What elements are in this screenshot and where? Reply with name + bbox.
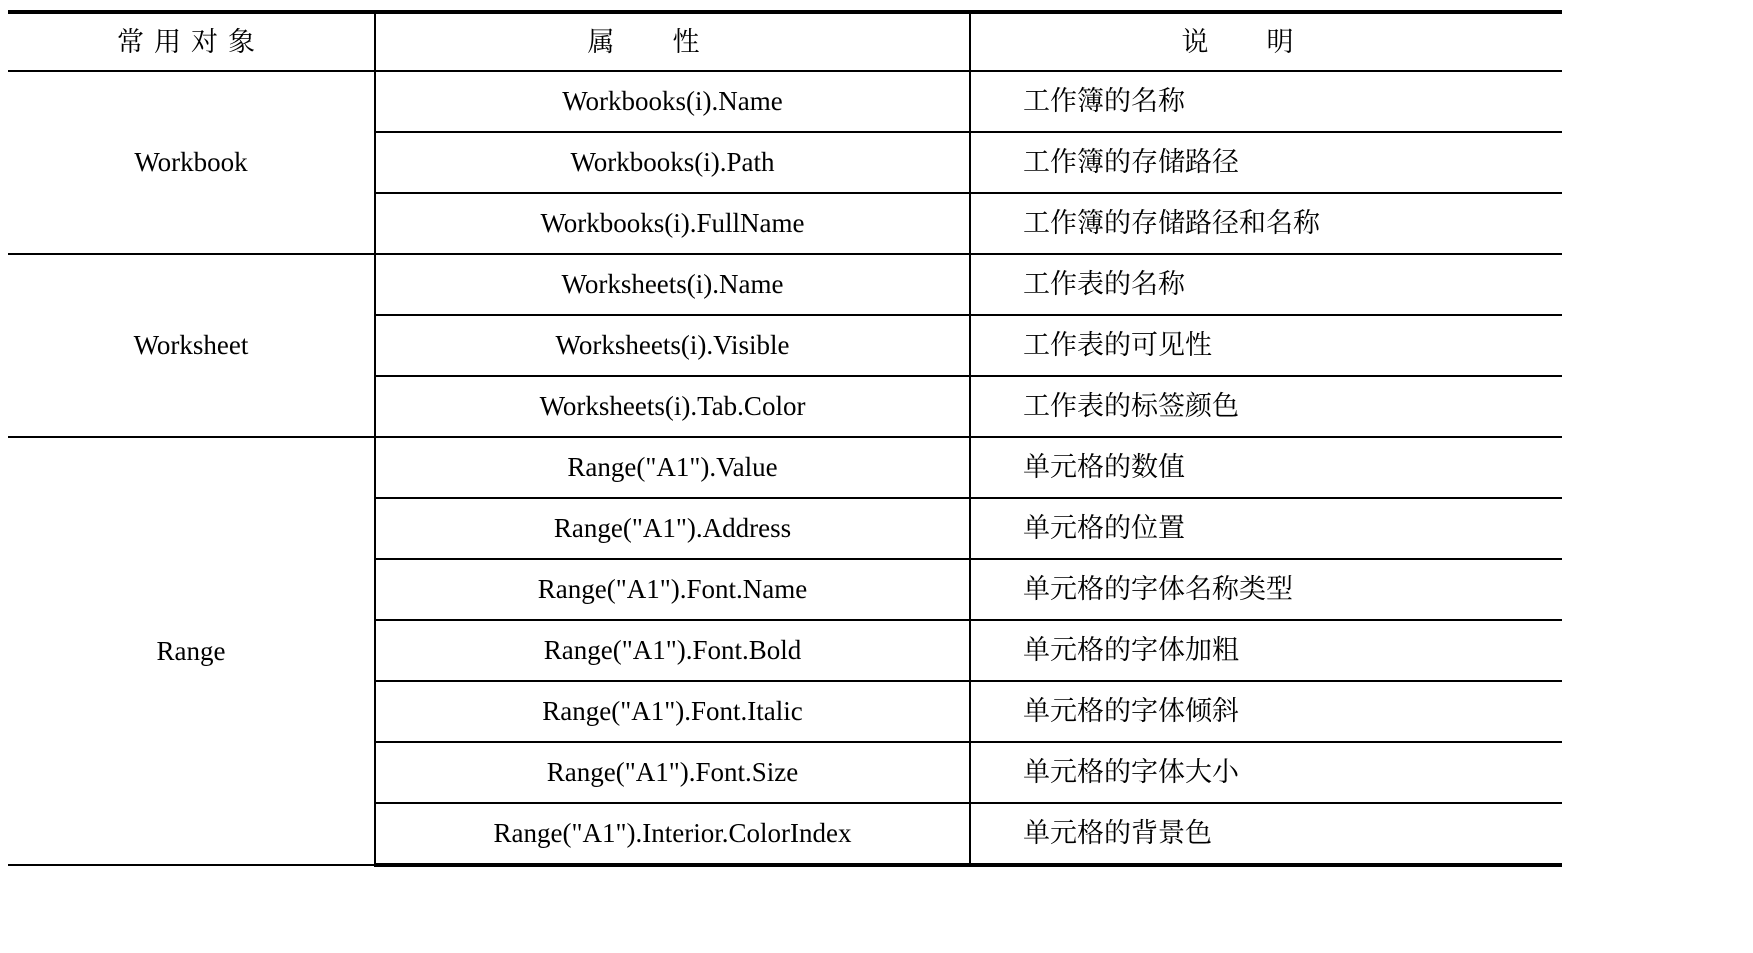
description-cell: 单元格的字体加粗: [970, 620, 1562, 681]
description-cell: 工作簿的存储路径和名称: [970, 193, 1562, 254]
property-cell: Range("A1").Font.Name: [375, 559, 970, 620]
table-row: [8, 254, 1562, 315]
header-property: 属性: [375, 12, 970, 71]
property-cell: Range("A1").Address: [375, 498, 970, 559]
property-cell: Workbooks(i).Name: [375, 71, 970, 132]
description-cell: 单元格的字体名称类型: [970, 559, 1562, 620]
description-cell: 工作簿的存储路径: [970, 132, 1562, 193]
table-row: [8, 71, 1562, 132]
description-cell: 单元格的数值: [970, 437, 1562, 498]
property-cell: Worksheets(i).Name: [375, 254, 970, 315]
property-table-container: [8, 10, 1562, 867]
property-cell: Workbooks(i).FullName: [375, 193, 970, 254]
object-property-table: [8, 10, 1562, 867]
property-cell: Range("A1").Font.Bold: [375, 620, 970, 681]
object-cell-workbook: Workbook: [8, 71, 375, 254]
property-cell: Worksheets(i).Visible: [375, 315, 970, 376]
object-cell-range: Range: [8, 437, 375, 865]
property-cell: Range("A1").Interior.ColorIndex: [375, 803, 970, 865]
header-description: 说明: [970, 12, 1562, 71]
table-row: [8, 437, 1562, 498]
property-cell: Range("A1").Font.Size: [375, 742, 970, 803]
property-cell: Range("A1").Font.Italic: [375, 681, 970, 742]
table-header-row: [8, 12, 1562, 71]
property-cell: Range("A1").Value: [375, 437, 970, 498]
header-object: 常用对象: [8, 12, 375, 71]
description-cell: 单元格的字体倾斜: [970, 681, 1562, 742]
description-cell: 工作簿的名称: [970, 71, 1562, 132]
description-cell: 单元格的字体大小: [970, 742, 1562, 803]
property-cell: Worksheets(i).Tab.Color: [375, 376, 970, 437]
description-cell: 工作表的标签颜色: [970, 376, 1562, 437]
description-cell: 工作表的可见性: [970, 315, 1562, 376]
description-cell: 单元格的位置: [970, 498, 1562, 559]
description-cell: 单元格的背景色: [970, 803, 1562, 865]
object-cell-worksheet: Worksheet: [8, 254, 375, 437]
property-cell: Workbooks(i).Path: [375, 132, 970, 193]
description-cell: 工作表的名称: [970, 254, 1562, 315]
